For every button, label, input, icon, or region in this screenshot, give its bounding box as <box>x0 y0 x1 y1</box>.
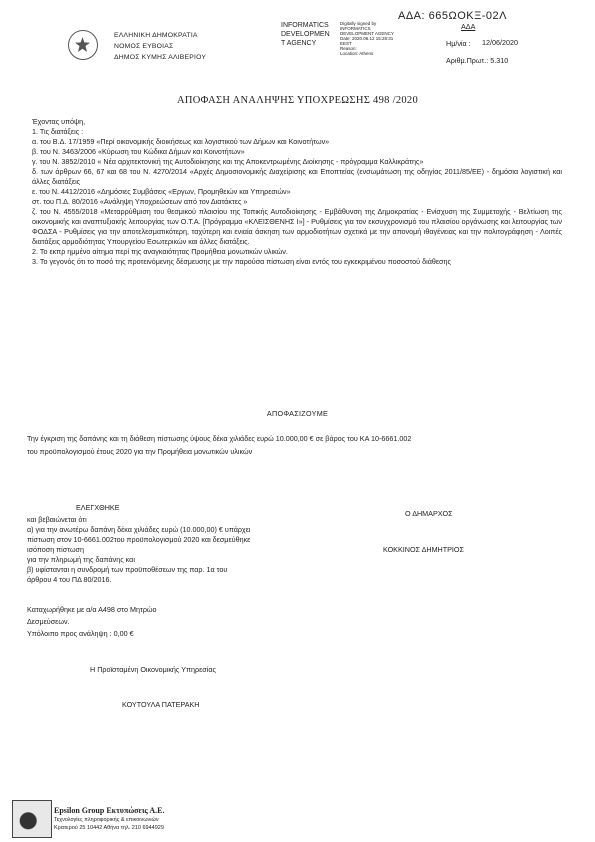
list-item: ε. του Ν. 4412/2016 «Δημόσιες Συμβάσεις «Εργων, Προμηθειών και Υπηρεσιών» <box>32 187 291 196</box>
considerations <box>32 117 562 267</box>
protocol-number: Αριθμ.Πρωτ.: 5.310 <box>446 56 509 65</box>
digital-signature-text: Digitally signed by INFORMATICS DEVELOPMENT AGENCY Date: 2020.06.12 15:28:31 EEST Reason: Location: Athens <box>340 21 394 56</box>
org-line-2: ΝΟΜΟΣ ΕΥΒΟΙΑΣ <box>114 43 174 50</box>
coat-of-arms-icon <box>68 30 98 60</box>
footer-address: Κρατερού 25 10442 Αθήνα τηλ. 210 6944929 <box>54 825 164 831</box>
org-name <box>114 30 206 63</box>
date-value: 12/06/2020 <box>482 38 518 47</box>
mayor-title: Ο ΔΗΜΑΡΧΟΣ <box>405 509 453 518</box>
ada-code: ΑΔΑ: 665ΩΟΚΞ-02Λ <box>398 10 507 22</box>
agency-name: INFORMATICS DEVELOPMEN T AGENCY <box>281 22 330 47</box>
mayor-name: ΚΟΚΚΙΝΟΣ ΔΗΜΗΤΡΙΟΣ <box>383 545 464 554</box>
list-item: γ. του Ν. 3852/2010 « Νέα αρχιτεκτονική της Αυτοδιοίκησης και της Αποκεντρωμένης Διοίκησης - πρόγραμμα Καλλικράτης» <box>32 157 424 166</box>
footer-text <box>54 806 164 832</box>
intro-text: Έχοντας υπόψη, <box>32 117 86 126</box>
decision-heading: ΑΠΟΦΑΣΙΖΟΥΜΕ <box>266 409 329 418</box>
company-logo <box>12 800 52 838</box>
finance-head-name: ΚΟΥΤΟΥΛΑ ΠΑΤΕΡΑΚΗ <box>122 700 200 709</box>
finance-head-title: Η Προϊσταμένη Οικονομικής Υπηρεσίας <box>90 665 216 674</box>
decision-text-2: του προϋπολογισμού έτους 2020 για την Προμήθεια μονωτικών υλικών <box>27 447 253 456</box>
org-line-1: ΕΛΛΗΝΙΚΗ ΔΗΜΟΚΡΑΤΙΑ <box>114 32 198 39</box>
checked-label: ΕΛΕΓΧΘΗΚΕ <box>76 503 120 512</box>
date-label: Ημ/νία : <box>446 39 471 48</box>
ada-label: ΑΔΑ <box>461 22 476 31</box>
list-item: 1. Τις διατάξεις : <box>32 127 84 136</box>
verification-text: και βεβαιώνεται ότι α) για την ανωτέρω δαπάνη δέκα χιλιάδες ευρώ (10.000,00) € υπάρχει πίστωση στον 10-6661.002του προϋπολογισμού 2020 και δεσμεύθηκε ισόποση πίστωση για την πληρωμή της δαπάνης και β) υφίστανται η συνδρομή των προϋποθέσεων της παρ. 1α του άρθρου 4 του ΠΔ 80/2016. <box>27 515 251 584</box>
org-line-3: ΔΗΜΟΣ ΚΥΜΗΣ ΑΛΙΒΕΡΙΟΥ <box>114 54 207 61</box>
list-item: 3. Το γεγονός ότι το ποσό της προτεινόμενης δέσμευσης με την παρούσα πίστωση είναι εντός του εγκεκριμένου ποσοστού διάθεσης <box>32 257 451 266</box>
list-item: 2. Το εκπρ ημμένο αίτημα περί της αναγκαιότητας Προμήθεια μονωτικών υλικών. <box>32 247 288 256</box>
decision-text-1: Την έγκριση της δαπάνης και τη διάθεση πίστωσης ύψους δέκα χιλιάδες ευρώ 10.000,00 € σε βάρος του ΚΑ 10-6661.002 <box>27 434 412 443</box>
page-title: ΑΠΟΦΑΣΗ ΑΝΑΛΗΨΗΣ ΥΠΟΧΡΕΩΣΗΣ 498 /2020 <box>176 95 419 106</box>
list-item: α. του Β.Δ. 17/1959 «Περί οικονομικής διοικήσεως και λογιστικού των Δήμων και Κοινοτήτων» <box>32 137 330 146</box>
list-item: δ. των άρθρων 66, 67 και 68 του Ν. 4270/2014 «Αρχές Δημοσιονομικής Διαχείρισης και Εποπτείας (ενσωμάτωση της οδηγίας 2011/85/ΕΕ) - δημόσια λογιστική και άλλες διατάξεις <box>32 167 562 186</box>
list-item: στ. του Π.Δ. 80/2016 «Ανάληψη Υποχρεώσεων από τον Διατάκτες » <box>32 197 248 206</box>
list-item: ζ. του Ν. 4555/2018 «Μεταρρύθμιση του θεσμικού πλαισίου της Τοπικής Αυτοδιοίκησης - Εμβάθυνση της Δημοκρατίας - Ενίσχυση της Συμμετοχής - Βελτίωση της οικονομικής και αναπτυξιακής λειτουργίας των Ο.Τ.Α. [Πρόγραμμα «ΚΛΕΙΣΘΕΝΗΣ Ι»] - Ρυθμίσεις για τον εκσυγχρονισμό του πλαισίου οργάνωσης και λειτουργίας των ΦΟΔΣΑ - Ρυθμίσεις για την αποτελεσματικότερη, ταχύτερη και ενιαία άσκηση των αρμοδιοτήτων σχετικά με την απονομή ιθαγένειας και την πολιτογράφηση - Λοιπές διατάξεις αρμοδιότητας Υπουργείου Εσωτερικών και άλλες διατάξεις. <box>32 207 562 246</box>
footer-subtitle: Τεχνολογίες πληροφορικής & επικοινωνιών <box>54 817 159 823</box>
registry-text: Καταχωρήθηκε με α/α Α498 στο Μητρώο Δεσμεύσεων. Υπόλοιπο προς ανάληψη : 0,00 € <box>27 605 157 638</box>
footer-company: Epsilon Group Εκτυπώσεις Α.Ε. <box>54 806 165 815</box>
list-item: β. του Ν. 3463/2006 «Κύρωση του Κώδικα Δήμων και Κοινοτήτων» <box>32 147 245 156</box>
